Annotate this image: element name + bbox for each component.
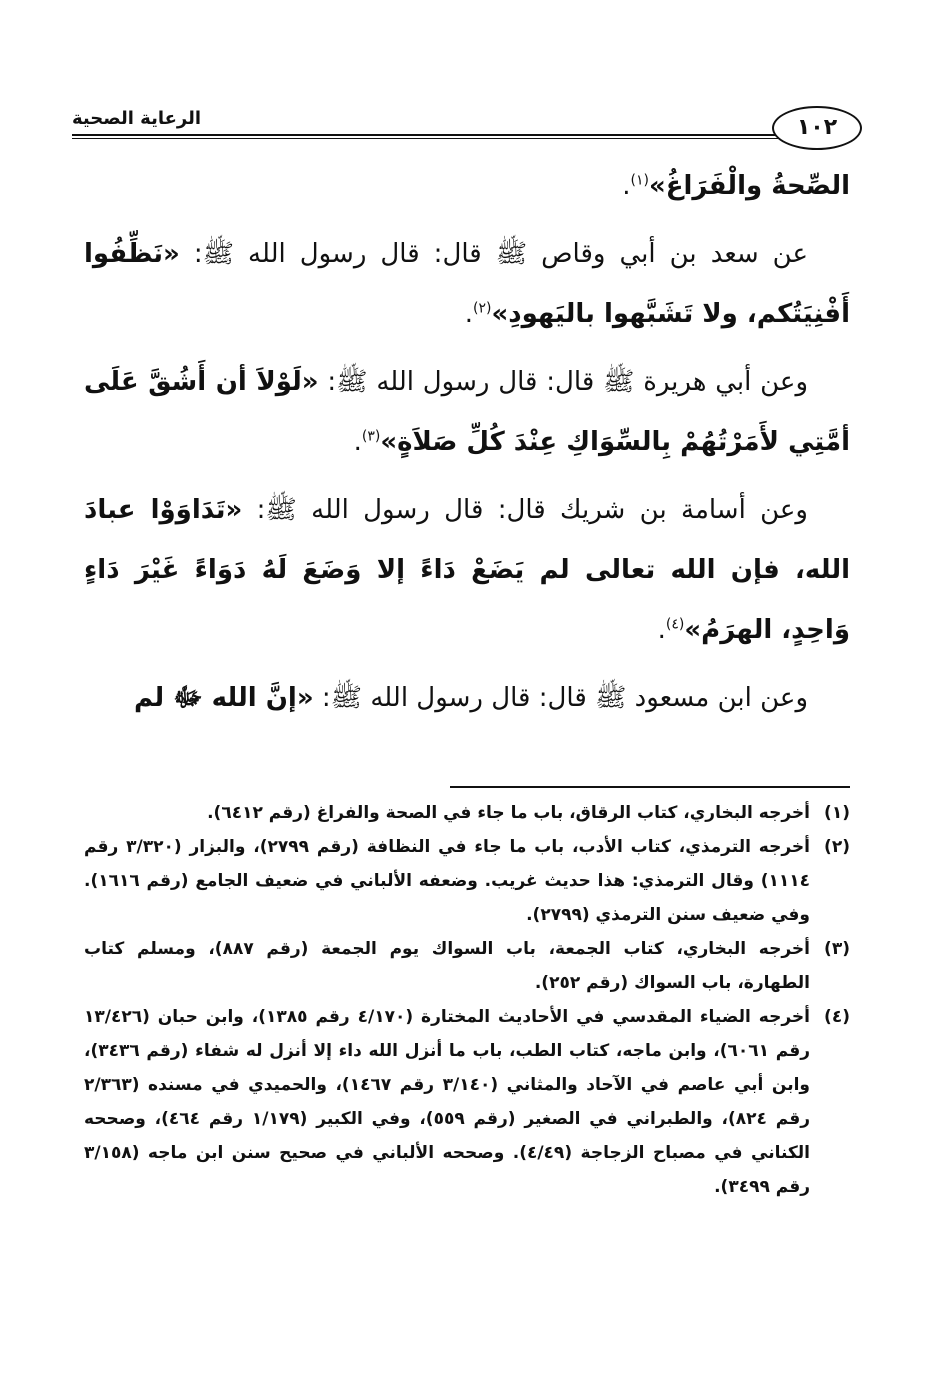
footnote-item [84,1000,850,1204]
footnote-number: (٤) [824,1007,850,1027]
paragraph-4-quote: «إنَّ الله ﷻ لم [134,683,314,713]
footnote-item [84,830,850,932]
paragraph-3-quote: «تَدَاوَوْا عبادَ الله، فإن الله تعالى لم يَضَعْ دَاءً إلا وَضَعَ لَهُ دَوَاءً غَيْرَ دَاءٍ وَاحِدٍ، الهرَمُ» [84,495,850,645]
paragraph-3 [84,480,850,660]
footnote-text: أخرجه البخاري، كتاب الجمعة، باب السواك يوم الجمعة (رقم ٨٨٧)، ومسلم كتاب الطهارة، باب السواك (رقم ٢٥٢). [84,939,810,993]
paragraph-1-end: . [464,299,473,329]
paragraph-2-quote: «لَوْلاَ أن أَشُقَّ عَلَى أمَّتِي لأَمَرْتُهُمْ بِالسِّوَاكِ عِنْدَ كُلِّ صَلاَةٍ» [84,367,850,457]
page-number: ١٠٢ [772,106,862,150]
paragraph-4-intro: وعن ابن مسعود ﷺ قال: قال رسول الله ﷺ: [313,683,808,713]
paragraph-1-intro: عن سعد بن أبي وقاص ﷺ قال: قال رسول الله ﷺ: [179,239,808,269]
footnote-text: أخرجه البخاري، كتاب الرقاق، باب ما جاء في الصحة والفراغ (رقم ٦٤١٢). [207,803,810,823]
running-header [72,106,850,156]
footnote-ref-4: (٤) [665,616,685,633]
paragraph-4 [84,668,850,728]
paragraph-0 [84,156,850,216]
paragraph-1 [84,224,850,344]
footnote-number: (٣) [824,939,850,959]
paragraph-3-end: . [657,615,666,645]
paragraph-3-intro: وعن أسامة بن شريك قال: قال رسول الله ﷺ: [242,495,808,525]
footnotes [84,796,850,1204]
paragraph-0-text: الصِّحةُ والْفَرَاغُ» [648,171,850,201]
footnote-item [84,932,850,1000]
header-rule [72,134,850,139]
running-title: الرعاية الصحية [72,108,202,129]
footnote-separator [450,786,850,788]
paragraph-2-intro: وعن أبي هريرة ﷺ قال: قال رسول الله ﷺ: [318,367,808,397]
footnote-ref-2: (٢) [472,300,492,317]
footnote-number: (١) [824,803,850,823]
footnote-number: (٢) [824,837,850,857]
paragraph-1-quote: «نَظِّفُوا أَفْنِيَتُكم، ولا تَشَبَّهوا باليَهودِ» [84,239,850,329]
footnote-ref-1: (١) [630,172,649,189]
paragraph-2-end: . [353,427,362,457]
footnote-item [84,796,850,830]
main-text [84,156,850,736]
paragraph-2 [84,352,850,472]
footnote-ref-3: (٣) [361,428,381,445]
footnote-text: أخرجه الضياء المقدسي في الأحاديث المختارة (٤/١٧٠ رقم ١٣٨٥)، وابن حبان (١٣/٤٢٦ رقم ٦٠٦١)، وابن ماجه، كتاب الطب، باب ما أنزل الله داء إلا أنزل له شفاء (رقم ٣٤٣٦)، وابن أبي عاصم في الآحاد والمثاني (٣/١٤٠ رقم ١٤٦٧)، والحميدي في مسنده (٢/٣٦٣ رقم ٨٢٤)، والطبراني في الصغير (رقم ٥٥٩)، وفي الكبير (١/١٧٩ رقم ٤٦٤)، وصححه الكناني في مصباح الزجاجة (٤/٤٩). وصححه الألباني في صحيح سنن ابن ماجه (٣/١٥٨ رقم ٣٤٩٩). [84,1007,811,1197]
paragraph-0-end: . [622,171,631,201]
footnote-text: أخرجه الترمذي، كتاب الأدب، باب ما جاء في النظافة (رقم ٢٧٩٩)، والبزار (٣/٣٢٠ رقم ١١١٤) وقال الترمذي: هذا حديث غريب. وضعفه الألباني في ضعيف الجامع (رقم ١٦١٦). وفي ضعيف سنن الترمذي (٢٧٩٩). [84,837,810,925]
